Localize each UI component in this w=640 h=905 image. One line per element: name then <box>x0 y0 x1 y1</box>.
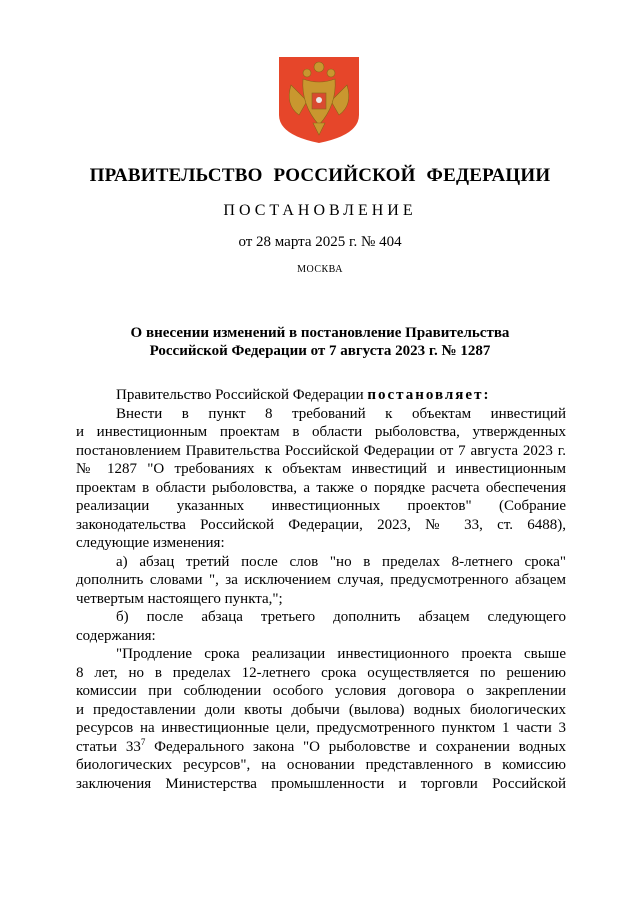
coat-of-arms-icon <box>277 55 361 145</box>
body-line: и предоставлении доли квоты добычи (вылова) водных биологических <box>76 701 566 718</box>
document-title <box>80 324 560 360</box>
decree-word: постановляет: <box>367 387 491 403</box>
body-line: постановлением Правительства Российской Федерации от 7 августа 2023 г. <box>76 442 566 459</box>
body-line: следующие изменения: <box>76 535 225 551</box>
body-line: б) после абзаца третьего дополнить абзацем следующего <box>116 609 566 625</box>
body-line: ресурсов на инвестиционные цели, предусмотренного пунктом 1 части 3 <box>76 720 566 736</box>
body-line <box>76 738 566 757</box>
russian-coat-of-arms-icon <box>277 55 361 145</box>
body-line: 8 лет, но в пределах 12-летнего срока осуществляется по решению <box>76 664 566 681</box>
government-name: ПРАВИТЕЛЬСТВО РОССИЙСКОЙ ФЕДЕРАЦИИ <box>89 165 551 186</box>
statute-superscript: 7 <box>140 736 146 747</box>
intro-line <box>76 386 566 405</box>
body-line: проектам в области рыболовства, а также о порядке расчета обеспечения <box>76 479 566 496</box>
body-line: заключения Министерства промышленности и торговли Российской <box>76 775 566 792</box>
document-body <box>76 386 566 793</box>
statute-rest: Федерального закона "О рыболовстве и сохранении водных <box>145 738 566 755</box>
body-line: биологических ресурсов", на основании представленного в комиссию <box>76 757 566 773</box>
body-line: "Продление срока реализации инвестиционного проекта свыше <box>116 646 566 662</box>
body-line: и инвестиционным проектам в области рыболовства, утвержденных <box>76 424 566 440</box>
body-line: содержания: <box>76 627 156 644</box>
body-line: комиссии при соблюдении особого условия договора о закреплении <box>76 683 566 699</box>
document-date-number: от 28 марта 2025 г. № 404 <box>238 234 402 250</box>
document-city: МОСКВА <box>297 264 343 275</box>
title-line: О внесении изменений в постановление Правительства <box>130 325 510 341</box>
document-type: ПОСТАНОВЛЕНИЕ <box>223 202 417 219</box>
body-line: реализации указанных инвестиционных проектов" (Собрание <box>76 498 566 514</box>
body-line: четвертым настоящего пункта,"; <box>76 590 283 607</box>
body-line: Внести в пункт 8 требований к объектам инвестиций <box>116 405 566 422</box>
body-line: дополнить словами ", за исключением случая, предусмотренного абзацем <box>76 572 566 588</box>
body-line: а) абзац третий после слов "но в пределах 8-летнего срока" <box>116 553 566 570</box>
intro-prefix: Правительство Российской Федерации <box>116 387 368 403</box>
body-line: № 1287 "О требованиях к объектам инвестиций и инвестиционным <box>76 461 566 477</box>
body-line: законодательства Российской Федерации, 2023, № 33, ст. 6488), <box>76 516 566 533</box>
statute-ref: статьи 33 <box>76 738 141 755</box>
title-line: Российской Федерации от 7 августа 2023 г. № 1287 <box>149 343 491 359</box>
